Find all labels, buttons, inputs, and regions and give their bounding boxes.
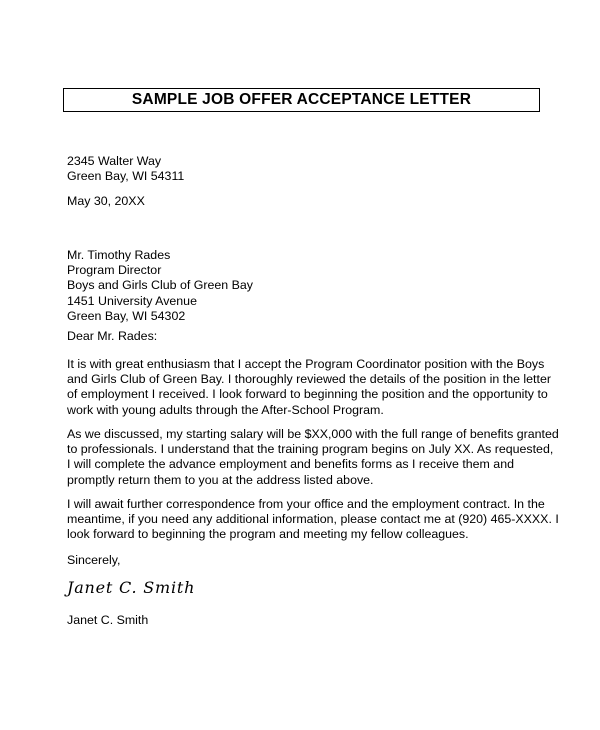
letter-date: May 30, 20XX bbox=[67, 194, 145, 208]
salutation: Dear Mr. Rades: bbox=[67, 329, 158, 343]
recipient-name: Mr. Timothy Rades bbox=[67, 248, 171, 262]
salutation-block bbox=[67, 329, 157, 344]
letter-date-block bbox=[67, 194, 145, 209]
recipient-city-state-zip: Green Bay, WI 54302 bbox=[67, 308, 186, 323]
paragraph-line: I will complete the advance employment and benefits forms as I receive them and bbox=[67, 457, 514, 472]
recipient-address bbox=[67, 248, 253, 324]
paragraph-line: of employment I received. I look forward to beginning the position and the opportunity to bbox=[67, 387, 548, 402]
signature-name-block bbox=[67, 613, 148, 628]
handwritten-signature: Janet C. Smith bbox=[67, 578, 196, 597]
recipient-title: Program Director bbox=[67, 263, 162, 278]
paragraph-line: work with young adults through the After-School Program. bbox=[67, 402, 384, 417]
paragraph-line: It is with great enthusiasm that I accept the Program Coordinator position with the Boys bbox=[67, 357, 545, 371]
paragraph-line: As we discussed, my starting salary will be $XX,000 with the full range of benefits granted bbox=[67, 427, 559, 441]
sender-address-line: Green Bay, WI 54311 bbox=[67, 169, 185, 184]
closing: Sincerely, bbox=[67, 553, 121, 567]
letter-title: SAMPLE JOB OFFER ACCEPTANCE LETTER bbox=[131, 91, 472, 108]
paragraph-3 bbox=[67, 497, 559, 543]
recipient-street: 1451 University Avenue bbox=[67, 293, 197, 308]
paragraph-line: meantime, if you need any additional information, please contact me at (920) 465-XXXX. I bbox=[67, 512, 559, 527]
sender-address bbox=[67, 154, 184, 184]
paragraph-line: to professionals. I understand that the training program begins on July XX. As requested, bbox=[67, 442, 554, 457]
paragraph-line: and Girls Club of Green Bay. I thoroughly reviewed the details of the position in the letter bbox=[67, 372, 551, 387]
closing-block bbox=[67, 553, 120, 568]
paragraph-line: I will await further correspondence from your office and the employment contract. In the bbox=[67, 497, 545, 511]
paragraph-line: look forward to beginning the program and meeting my fellow colleagues. bbox=[67, 527, 469, 542]
signature-name: Janet C. Smith bbox=[67, 613, 149, 627]
paragraph-1 bbox=[67, 357, 551, 418]
paragraph-line: promptly return them to you at the address listed above. bbox=[67, 472, 374, 487]
paragraph-2 bbox=[67, 427, 559, 488]
title-box bbox=[63, 88, 540, 112]
sender-address-line: 2345 Walter Way bbox=[67, 154, 162, 168]
recipient-organization: Boys and Girls Club of Green Bay bbox=[67, 278, 253, 293]
